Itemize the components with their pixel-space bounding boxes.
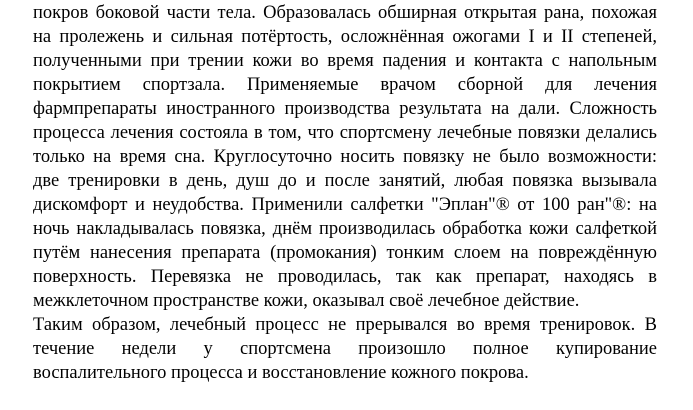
text-line: покрытием спортзала. Применяемые врачом сборной для лечения — [33, 75, 657, 95]
text-line: Таким образом, лечебный процесс не прерывался во время тренировок. В — [33, 315, 657, 335]
text-line: межклеточном пространстве кожи, оказывал своё лечебное действие. — [33, 291, 580, 311]
text-line: поверхность. Перевязка не проводилась, так как препарат, находясь в — [33, 267, 657, 287]
text-line: только на время сна. Круглосуточно носить повязку не было возможности: — [33, 147, 657, 167]
text-line: полученными при трении кожи во время падения и контакта с напольным — [33, 51, 657, 71]
text-line: воспалительного процесса и восстановление кожного покрова. — [33, 363, 529, 383]
text-line: покров боковой части тела. Образовалась обширная открытая рана, похожая — [33, 3, 657, 23]
text-line: течение недели у спортсмена произошло полное купирование — [33, 339, 657, 359]
text-line: на пролежень и сильная потёртость, осложнённая ожогами I и II степеней, — [33, 27, 657, 47]
text-line: две тренировки в день, душ до и после занятий, любая повязка вызывала — [33, 171, 657, 191]
text-line: дискомфорт и неудобства. Применили салфетки "Эплан"® от 100 ран"®: на — [33, 195, 657, 215]
text-line: фармпрепараты иностранного производства результата на дали. Сложность — [33, 99, 657, 119]
text-line: путём нанесения препарата (промокания) тонким слоем на повреждённую — [33, 243, 657, 263]
text-line: процесса лечения состояла в том, что спортсмену лечебные повязки делались — [33, 123, 657, 143]
text-line: ночь накладывалась повязка, днём производилась обработка кожи салфеткой — [33, 219, 657, 239]
